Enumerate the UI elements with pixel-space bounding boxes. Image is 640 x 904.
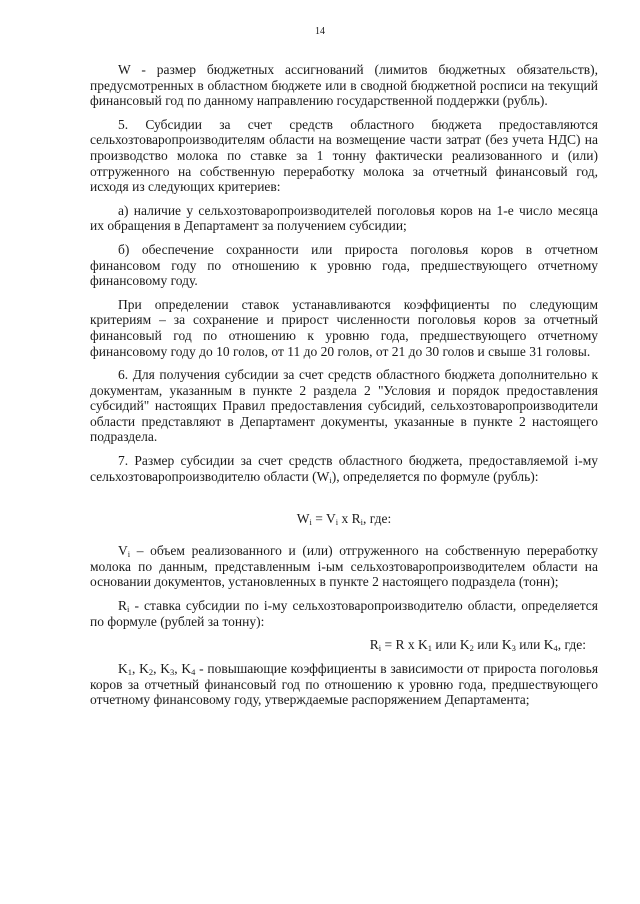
paragraph-item-5: 5. Субсидии за счет средств областного бюджета предоставляются сельхозтоваропроизводителям области на возмещение части затрат (без учета НДС) на производство молока по ставке за 1 тонну фактически реализованного и (или) отгруженного на собственную переработку молока за отчетный финансовый год, исходя из следующих критериев: xyxy=(90,116,598,195)
paragraph-coefficients: При определении ставок устанавливаются коэффициенты по следующим критериям – за сохранение и прирост численности поголовья коров за отчетный финансовый год по отношению к уровню года, предшествующего отчетному финансовому году до 10 голов, от 11 до 20 голов, от 21 до 30 голов и свыше 31 головы. xyxy=(90,296,598,359)
p7-text-pre: 7. Размер субсидии за счет средств областного бюджета, предоставляемой i-му сельхозтоваропроизводителю области (W xyxy=(90,453,598,484)
formula-subsidy: $W_i = V_i$ х $R_i$, где: xyxy=(296,511,392,528)
p7-text-post: ), определяется по формуле (рубль): xyxy=(331,468,539,484)
paragraph-item-7 xyxy=(90,453,598,484)
paragraph-k-definition: $K_1$, $K_2$, $K_3$, $K_4$ - повышающие коэффициенты в зависимости от прироста поголовья коров за отчетный финансовый год по отношению к уровню года, предшествующего отчетному финансовому году, утверждаемые распоряжением Департамента; xyxy=(90,661,599,708)
paragraph-criterion-b: б) обеспечение сохранности или прироста поголовья коров в отчетном финансовом году по отношению к уровню года, предшествующего отчетному финансовому году. xyxy=(90,241,598,289)
paragraph-v-definition: $V_i$ – объем реализованного и (или) отгруженного на собственную переработку молока по данным, представленным i-ым сельхозтоваропроизводителем области на основании документов, установленных в пункте 2 настоящего подраздела (тонн); xyxy=(90,543,598,590)
formula-rate: $R_i = R$ х $K_1$ или $K_2$ или $K_3$ или $K_4$, где: xyxy=(369,637,586,654)
page-number: 14 xyxy=(315,26,325,37)
p7-sub: i xyxy=(329,474,332,485)
paragraph-r-definition: $R_i$ - ставка субсидии по i-му сельхозтоваропроизводителю области, определяется по формуле (рублей за тонну): xyxy=(90,598,598,629)
paragraph-criterion-a: а) наличие у сельхозтоваропроизводителей поголовья коров на 1-е число месяца их обращения в Департамент за получением субсидии; xyxy=(90,202,598,234)
paragraph-w-definition: W - размер бюджетных ассигнований (лимитов бюджетных обязательств), предусмотренных в областном бюджете или в сводной бюджетной росписи на текущий финансовый год по данному направлению государственной поддержки (рубль). xyxy=(90,62,598,109)
document-body xyxy=(90,62,598,716)
paragraph-item-6: 6. Для получения субсидии за счет средств областного бюджета дополнительно к документам, указанным в пункте 2 раздела 2 "Условия и порядок предоставления субсидий" настоящих Правил предоставления субсидий, сельхозтоваропроизводители области представляют в Департамент документы, указанные в пункте 2 настоящего подраздела. xyxy=(90,367,598,445)
